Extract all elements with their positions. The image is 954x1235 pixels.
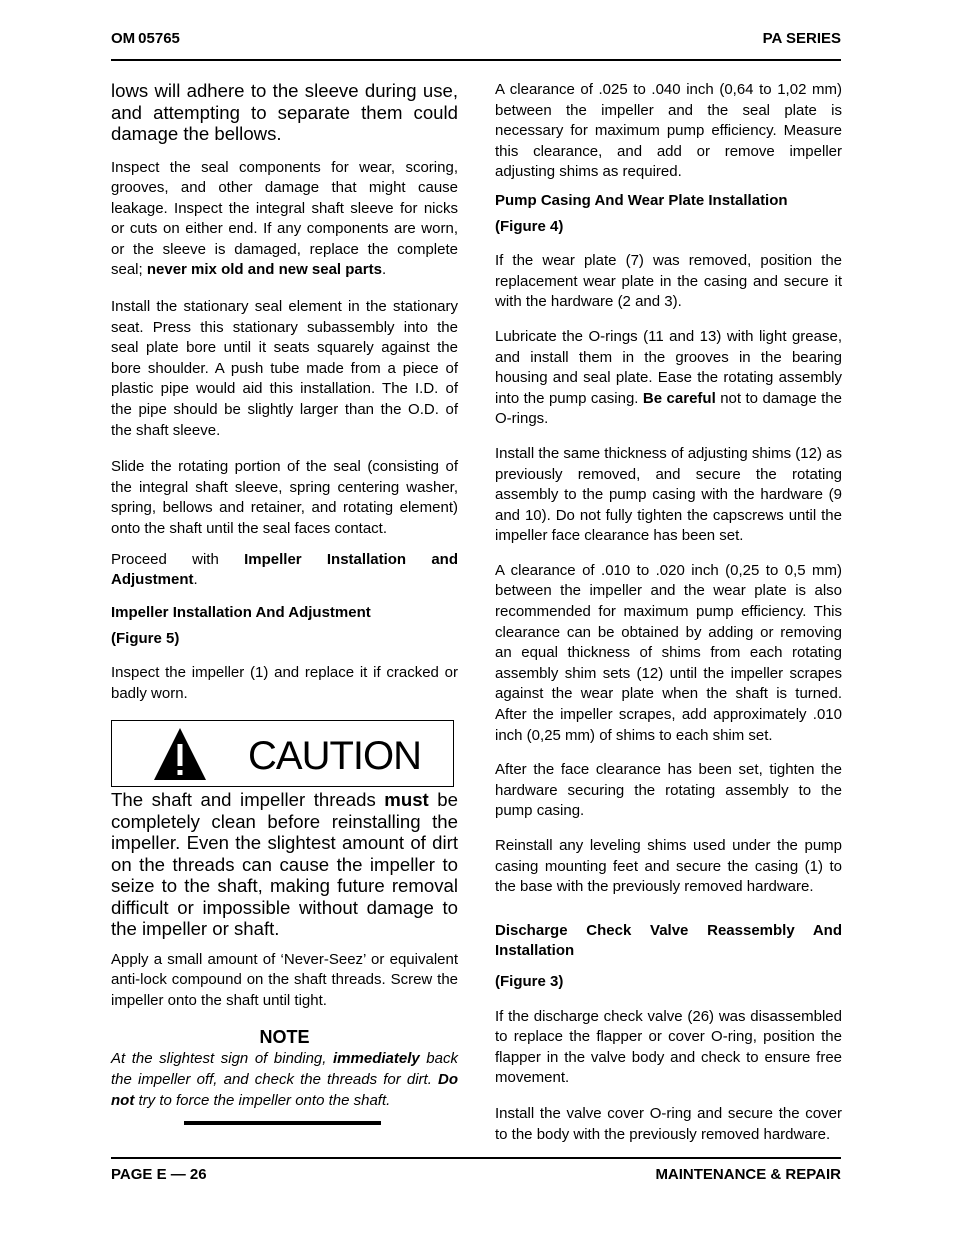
heading-casing: Pump Casing And Wear Plate Installation [495,191,788,209]
caution-text: The shaft and impeller threads must be completely clean before reinstalling the impeller. Even the slightest amount of dirt on the threads can cause the impeller to seize to the shaft, making future removal difficult or impossible without damage to the impeller or shaft. [111,789,458,940]
paragraph-check-valve: If the discharge check valve (26) was disassembled to replace the flapper or cover O-ring, position the flapper in the valve body and check to ensure free movement. [495,1007,842,1087]
paragraph-install-stationary: Install the stationary seal element in the stationary seat. Press this stationary subassembly into the seal plate bore until it seats squarely against the bore shoulder. A push tube made from a piece of plastic pipe would aid this installation. The I.D. of the pipe should be slightly larger than the O.D. of the shaft sleeve. [111,298,458,439]
paragraph-valve-cover: Install the valve cover O-ring and secure the cover to the body with the previously removed hardware. [495,1104,842,1143]
note-text: At the slightest sign of binding, immediately back the impeller off, and check the threads for dirt. Do not try to force the impeller onto the shaft. [111,1050,458,1110]
section-end-rule [184,1121,381,1125]
paragraph-after-clearance: After the face clearance has been set, tighten the hardware securing the rotating assembly to the pump casing. [495,761,842,820]
footer-section: MAINTENANCE & REPAIR [655,1166,841,1183]
heading-check-valve: Discharge Check Valve Reassembly And Installation [495,921,842,960]
header-doc-number: OM 05765 [111,30,180,47]
paragraph-inspect-impeller: Inspect the impeller (1) and replace it if cracked or badly worn. [111,663,458,702]
paragraph-proceed: Proceed with Impeller Installation and Adjustment. [111,550,458,589]
left-column [111,80,458,1125]
paragraph-intro: lows will adhere to the sleeve during use, and attempting to separate them could damage the bellows. [111,80,458,144]
note-title: NOTE [259,1027,310,1048]
paragraph-apply-compound: Apply a small amount of ‘Never-Seez’ or equivalent anti-lock compound on the shaft threads. Screw the impeller onto the shaft until tight. [111,950,458,1009]
paragraph-inspect-seal: Inspect the seal components for wear, scoring, grooves, and other damage that might cause leakage. Inspect the integral shaft sleeve for nicks or cuts on either end. If any components are worn, or the sleeve is damaged, replace the complete seal; never mix old and new seal parts. [111,158,458,279]
paragraph-slide-rotating: Slide the rotating portion of the seal (consisting of the integral shaft sleeve, spring centering washer, spring, bellows and retainer, and rotating element) onto the shaft until the seal faces contact. [111,458,458,537]
heading-casing-figure: (Figure 4) [495,217,564,235]
caution-label: CAUTION [248,734,421,779]
header-series: PA SERIES [762,30,841,47]
header-rule [111,59,841,61]
warning-triangle-icon [152,726,208,782]
paragraph-clearance-wear-plate: A clearance of .010 to .020 inch (0,25 to 0,5 mm) between the impeller and the wear plate is also recommended for maximum pump efficiency. This clearance can be obtained by adding or removing an equal thickness of shims from each rotating assembly shim sets (12) until the impeller scrapes against the wear plate when the shaft is turned. After the impeller scrapes, add approximately .010 inch (0,25 mm) of shims to each shim set. [495,561,842,744]
footer-page-number: PAGE E — 26 [111,1166,207,1183]
heading-impeller: Impeller Installation And Adjustment [111,603,371,621]
paragraph-shims: Install the same thickness of adjusting shims (12) as previously removed, and secure the rotating assembly to the pump casing with the hardware (9 and 10). Do not fully tighten the capscrews until the impeller face clearance has been set. [495,444,842,545]
right-column [495,80,842,1145]
paragraph-wear-plate: If the wear plate (7) was removed, position the replacement wear plate in the casing and secure it with the hardware (2 and 3). [495,252,842,311]
heading-check-valve-figure: (Figure 3) [495,972,564,990]
paragraph-lubricate: Lubricate the O-rings (11 and 13) with light grease, and install them in the grooves in the bearing housing and seal plate. Ease the rotating assembly into the pump casing. Be careful not to damage the O-rings. [495,327,842,428]
paragraph-reinstall-shims: Reinstall any leveling shims used under the pump casing mounting feet and secure the casing (1) to the base with the previously removed hardware. [495,837,842,896]
heading-impeller-figure: (Figure 5) [111,630,180,648]
caution-banner [111,720,454,787]
footer-rule [111,1157,841,1159]
paragraph-clearance-seal-plate: A clearance of .025 to .040 inch (0,64 to 1,02 mm) between the impeller and the seal plate is necessary for maximum pump efficiency. Measure this clearance, and add or remove impeller adjusting shims as required. [495,81,842,181]
